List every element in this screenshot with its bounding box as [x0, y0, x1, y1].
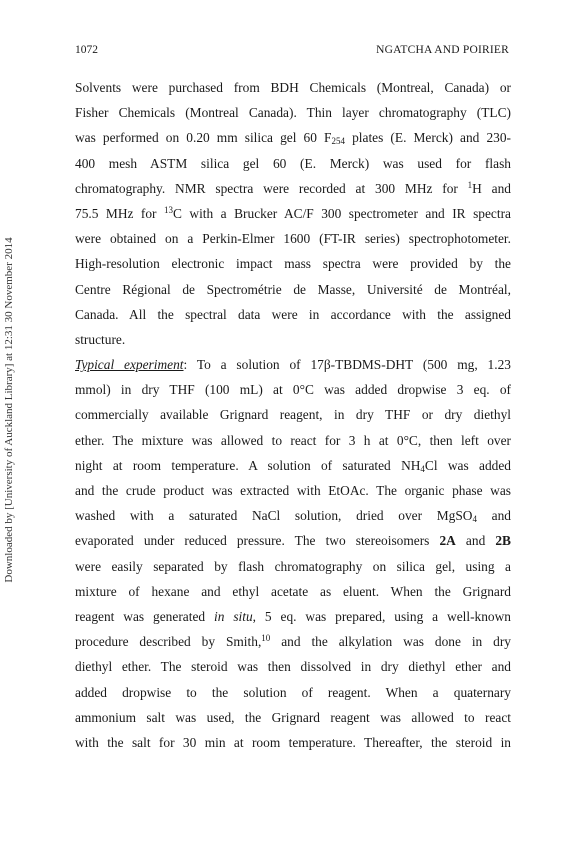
text-line: structure.	[75, 331, 126, 347]
text-line: mixture of hexane and ethyl acetate as eluent. When the Grignard	[75, 583, 511, 599]
text-line: chromatography. NMR spectra were recorded at 300 MHz for $^1$H and	[75, 179, 511, 196]
text-line: 400 mesh ASTM silica gel 60 (E. Merck) was used for flash	[75, 155, 511, 171]
text-line: Centre Régional de Spectrométrie de Masse, Université de Montréal,	[75, 281, 511, 297]
text-line: with the salt for 30 min at room temperature. Thereafter, the steroid in	[75, 734, 511, 750]
text-line: Fisher Chemicals (Montreal Canada). Thin layer chromatography (TLC)	[75, 105, 511, 121]
watermark-text: Downloaded by [University of Auckland Library] at 12:31 30 November 2014	[3, 237, 15, 583]
paragraph-heading: Typical experiment	[75, 357, 184, 373]
text-line: ammonium salt was used, the Grignard reagent was allowed to react	[75, 709, 511, 725]
text-line: Typical experiment: To a solution of 17β-TBDMS-DHT (500 mg, 1.23	[75, 357, 511, 373]
running-authors: NGATCHA AND POIRIER	[376, 44, 509, 56]
text-line: reagent was generated in situ, 5 eq. was prepared, using a well-known	[75, 608, 511, 624]
text-line: Solvents were purchased from BDH Chemicals (Montreal, Canada) or	[75, 80, 511, 95]
text-line: Canada. All the spectral data were in accordance with the assigned	[75, 306, 511, 322]
text-line: and the crude product was extracted with EtOAc. The organic phase was	[75, 483, 511, 498]
download-watermark	[2, 165, 16, 655]
text-line: washed with a saturated NaCl solution, dried over MgSO$_4$ and	[75, 508, 511, 525]
text-line: commercially available Grignard reagent, in dry THF or dry diethyl	[75, 407, 511, 423]
text-line: diethyl ether. The steroid was then dissolved in dry diethyl ether and	[75, 659, 511, 675]
body-text	[75, 75, 511, 755]
text-line: High-resolution electronic impact mass spectra were provided by the	[75, 256, 511, 272]
text-line: were obtained on a Perkin-Elmer 1600 (FT-IR series) spectrophotometer.	[75, 231, 511, 247]
running-header	[75, 44, 509, 62]
text-line: were easily separated by flash chromatography on silica gel, using a	[75, 558, 511, 574]
text-line: evaporated under reduced pressure. The two stereoisomers 2A and 2B	[75, 533, 511, 549]
text-line: night at room temperature. A solution of saturated $NH_4Cl$ was added	[75, 457, 511, 474]
text-line: was performed on 0.20 mm silica gel 60 $F_{254}$ plates (E. Merck) and 230-	[75, 130, 511, 147]
text-line: 75.5 MHz for $^{13}$C with a Brucker AC/F 300 spectrometer and IR spectra	[75, 204, 511, 221]
text-line: ether. The mixture was allowed to react for 3 h at 0°C, then left over	[75, 432, 511, 448]
text-line: mmol) in dry THF (100 mL) at 0°C was added dropwise 3 eq. of	[75, 382, 511, 398]
page-number: 1072	[75, 44, 98, 56]
text-line: added dropwise to the solution of reagent. When a quaternary	[75, 684, 511, 700]
text-line: procedure described by Smith,$^{10}$ and the alkylation was done in dry	[75, 633, 511, 650]
